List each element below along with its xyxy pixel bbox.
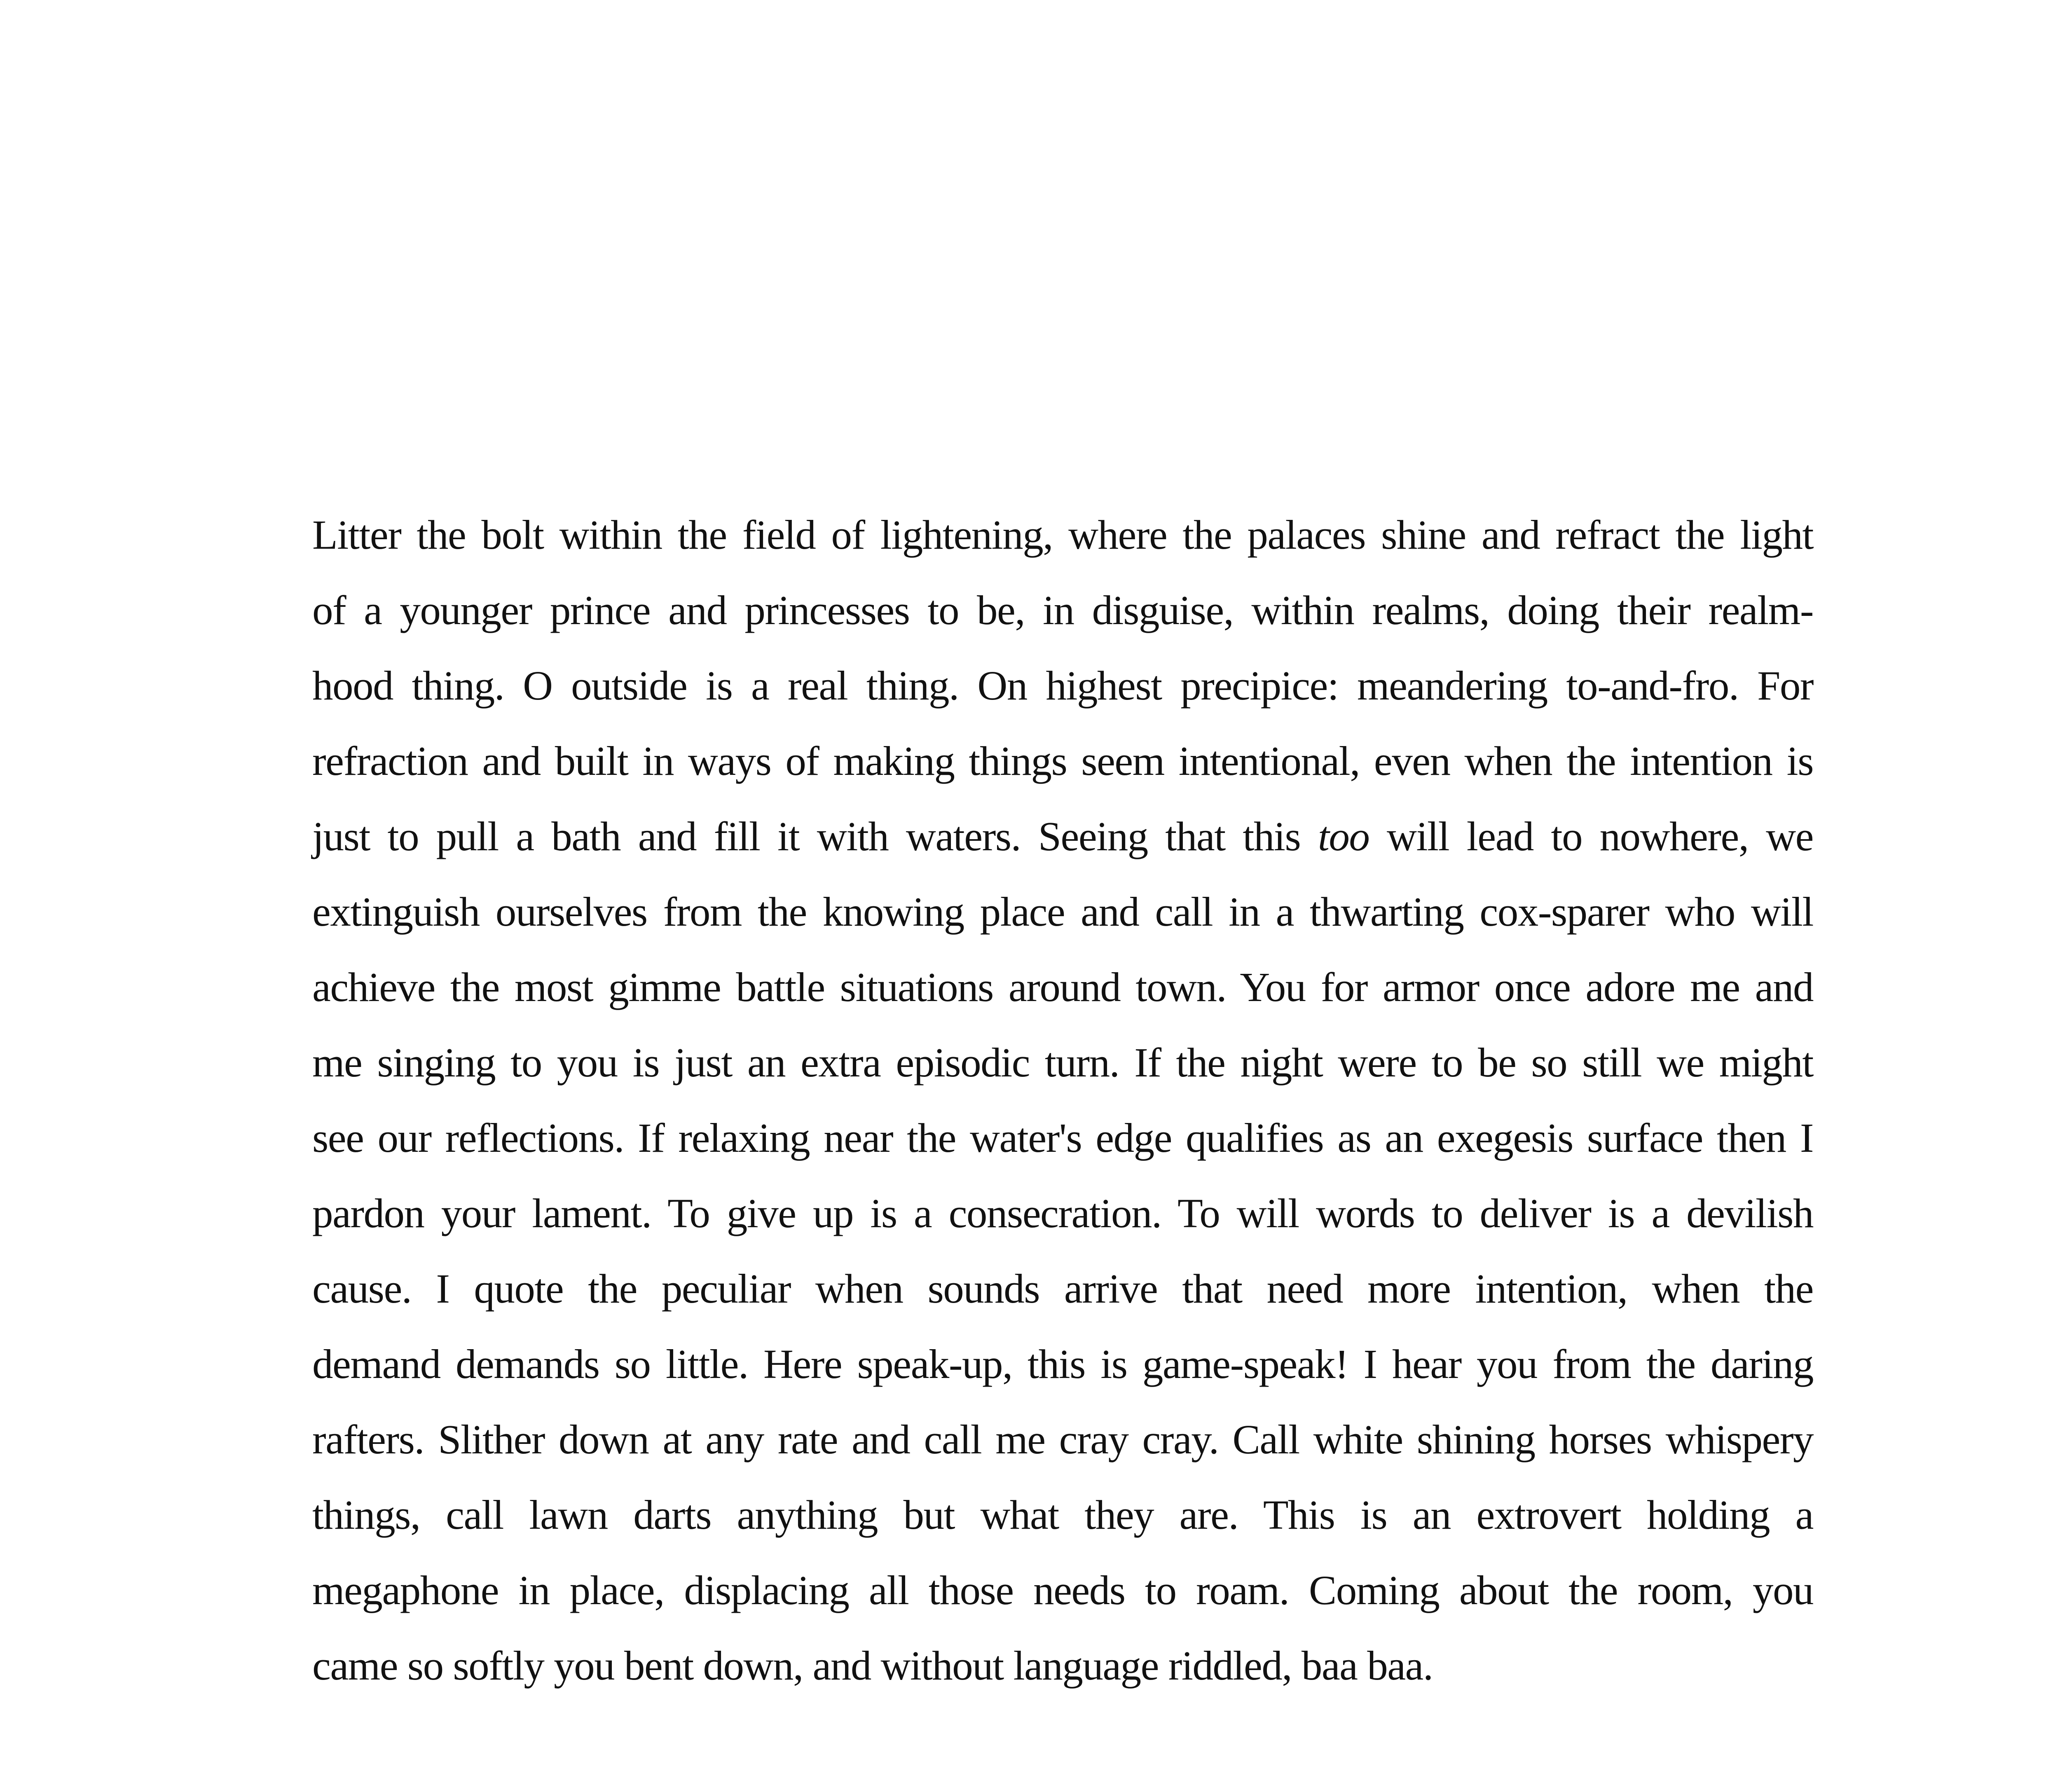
paragraph-line-9: see our reflections. If relaxing near the water's edge qualifies as an exegesis surface then I bbox=[312, 1115, 1813, 1161]
paragraph-line-5-after: will lead to nowhere, we bbox=[1369, 813, 1813, 859]
paragraph-line-11: cause. I quote the peculiar when sounds arrive that need more intention, when the bbox=[312, 1266, 1813, 1312]
paragraph-line-3: hood thing. O outside is a real thing. On highest precipice: meandering to-and-fro. For bbox=[312, 662, 1813, 709]
paragraph-line-5 bbox=[312, 799, 1813, 874]
emphasized-word: too bbox=[1318, 813, 1369, 859]
paragraph-line-2: of a younger prince and princesses to be, in disguise, within realms, doing their realm- bbox=[312, 587, 1813, 633]
paragraph-line-7: achieve the most gimme battle situations around town. You for armor once adore me and bbox=[312, 964, 1813, 1010]
paragraph-line-15: megaphone in place, displacing all those needs to roam. Coming about the room, you bbox=[312, 1567, 1813, 1613]
paragraph-line-13: rafters. Slither down at any rate and call me cray cray. Call white shining horses whispery bbox=[312, 1416, 1813, 1462]
paragraph-line-6: extinguish ourselves from the knowing place and call in a thwarting cox-sparer who will bbox=[312, 889, 1813, 935]
paragraph-line-14: things, call lawn darts anything but what they are. This is an extrovert holding a bbox=[312, 1492, 1813, 1538]
paragraph-line-10: pardon your lament. To give up is a consecration. To will words to deliver is a devilish bbox=[312, 1190, 1813, 1236]
paragraph-line-8: me singing to you is just an extra episodic turn. If the night were to be so still we might bbox=[312, 1039, 1813, 1085]
paragraph-line-1: Litter the bolt within the field of lightening, where the palaces shine and refract the light bbox=[312, 512, 1813, 558]
paragraph-line-5-before: just to pull a bath and fill it with waters. Seeing that this bbox=[312, 813, 1318, 859]
prose-paragraph bbox=[312, 497, 1813, 1703]
paragraph-line-4: refraction and built in ways of making things seem intentional, even when the intention is bbox=[312, 738, 1813, 784]
paragraph-line-12: demand demands so little. Here speak-up, this is game-speak! I hear you from the daring bbox=[312, 1341, 1813, 1387]
paragraph-line-16: came so softly you bent down, and without language riddled, baa baa. bbox=[312, 1642, 1433, 1689]
